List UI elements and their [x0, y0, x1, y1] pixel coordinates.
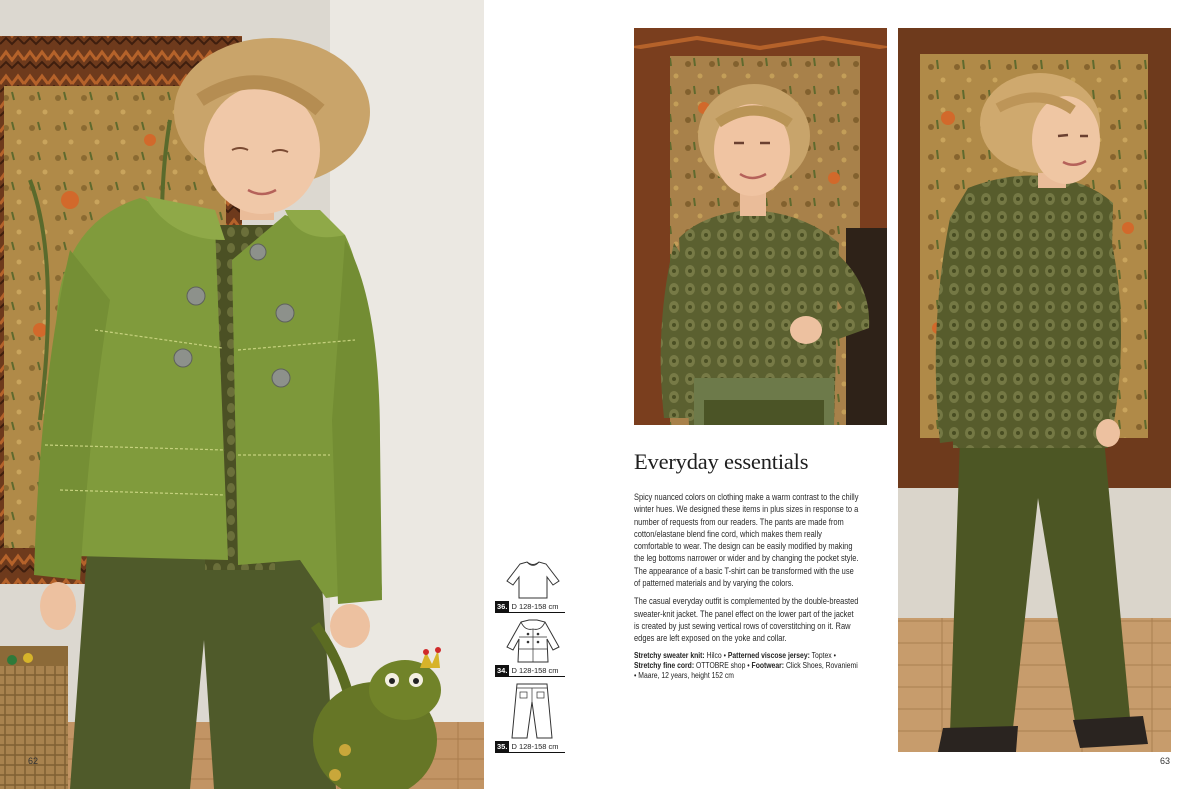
left-page-number: 62 [28, 756, 39, 766]
model-caption: Maare, 12 years, height 152 cm [638, 670, 734, 680]
credit-label: Stretchy fine cord: [634, 660, 695, 670]
pattern-number: 35. [497, 742, 508, 751]
pattern-label [495, 741, 565, 753]
patterned-long-sleeve-top [950, 176, 1113, 449]
credit-label: Footwear: [751, 660, 785, 670]
body-paragraph: The casual everyday outfit is complemented by the double-breasted sweater-knit jacket. The panel effect on the lower part of the jacket is created by just sewing vertical rows of coverstitching on it. Raw edges are left exposed on the yoke and collar. [634, 596, 859, 644]
pants-pattern-icon [510, 682, 554, 740]
right-hand [330, 604, 370, 648]
credit-label: Stretchy sweater knit: [634, 650, 705, 660]
credit-value: Toptex • [811, 650, 836, 660]
cord-pants-top [704, 400, 824, 425]
girl-in-patterned-top-photo [634, 28, 887, 425]
credit-value: Click Shoes, Rovaniemi • [634, 660, 858, 680]
pattern-size: D 128-158 cm [511, 602, 559, 611]
left-shoe [938, 726, 1018, 752]
pattern-number: 36. [497, 602, 508, 611]
fist [790, 316, 822, 344]
credit-value: OTTOBRE shop • [695, 660, 750, 670]
left-page-photo [0, 0, 484, 789]
credit-label: Patterned viscose jersey: [727, 650, 810, 660]
pattern-label [495, 665, 565, 677]
article-title: Everyday essentials [634, 449, 809, 474]
left-hand [40, 582, 76, 630]
front-view-photo [634, 28, 887, 425]
pattern-size: D 128-158 cm [511, 666, 559, 675]
right-page-number: 63 [1160, 756, 1171, 766]
girl-standing-back-view-photo [898, 28, 1171, 752]
pattern-label [495, 601, 565, 613]
pattern-number: 34. [497, 666, 508, 675]
credit-value: Hilco • [706, 650, 726, 660]
pattern-size: D 128-158 cm [511, 742, 559, 751]
jacket-pattern-icon [503, 617, 563, 664]
girl-in-green-jacket-photo [0, 0, 484, 789]
wicker-basket [0, 646, 68, 789]
hand [1096, 419, 1120, 447]
back-view-photo [898, 28, 1171, 752]
article-body [634, 491, 860, 681]
body-paragraph: Spicy nuanced colors on clothing make a warm contrast to the chilly winter hues. We designed these items in plus sizes in response to a number of requests from our readers. The pants are made from cotton/elastane blend fine cord, which makes them really comfortable to wear. The design can be easily modified by making the leg bottoms narrower or wider and by changing the pocket style. The appearance of a basic T-shirt can be transformed with the use of patterned materials and by varying the colors. [634, 492, 859, 589]
right-shoe [1073, 716, 1148, 748]
material-credits [634, 651, 860, 681]
t-shirt-pattern-icon [505, 560, 561, 600]
